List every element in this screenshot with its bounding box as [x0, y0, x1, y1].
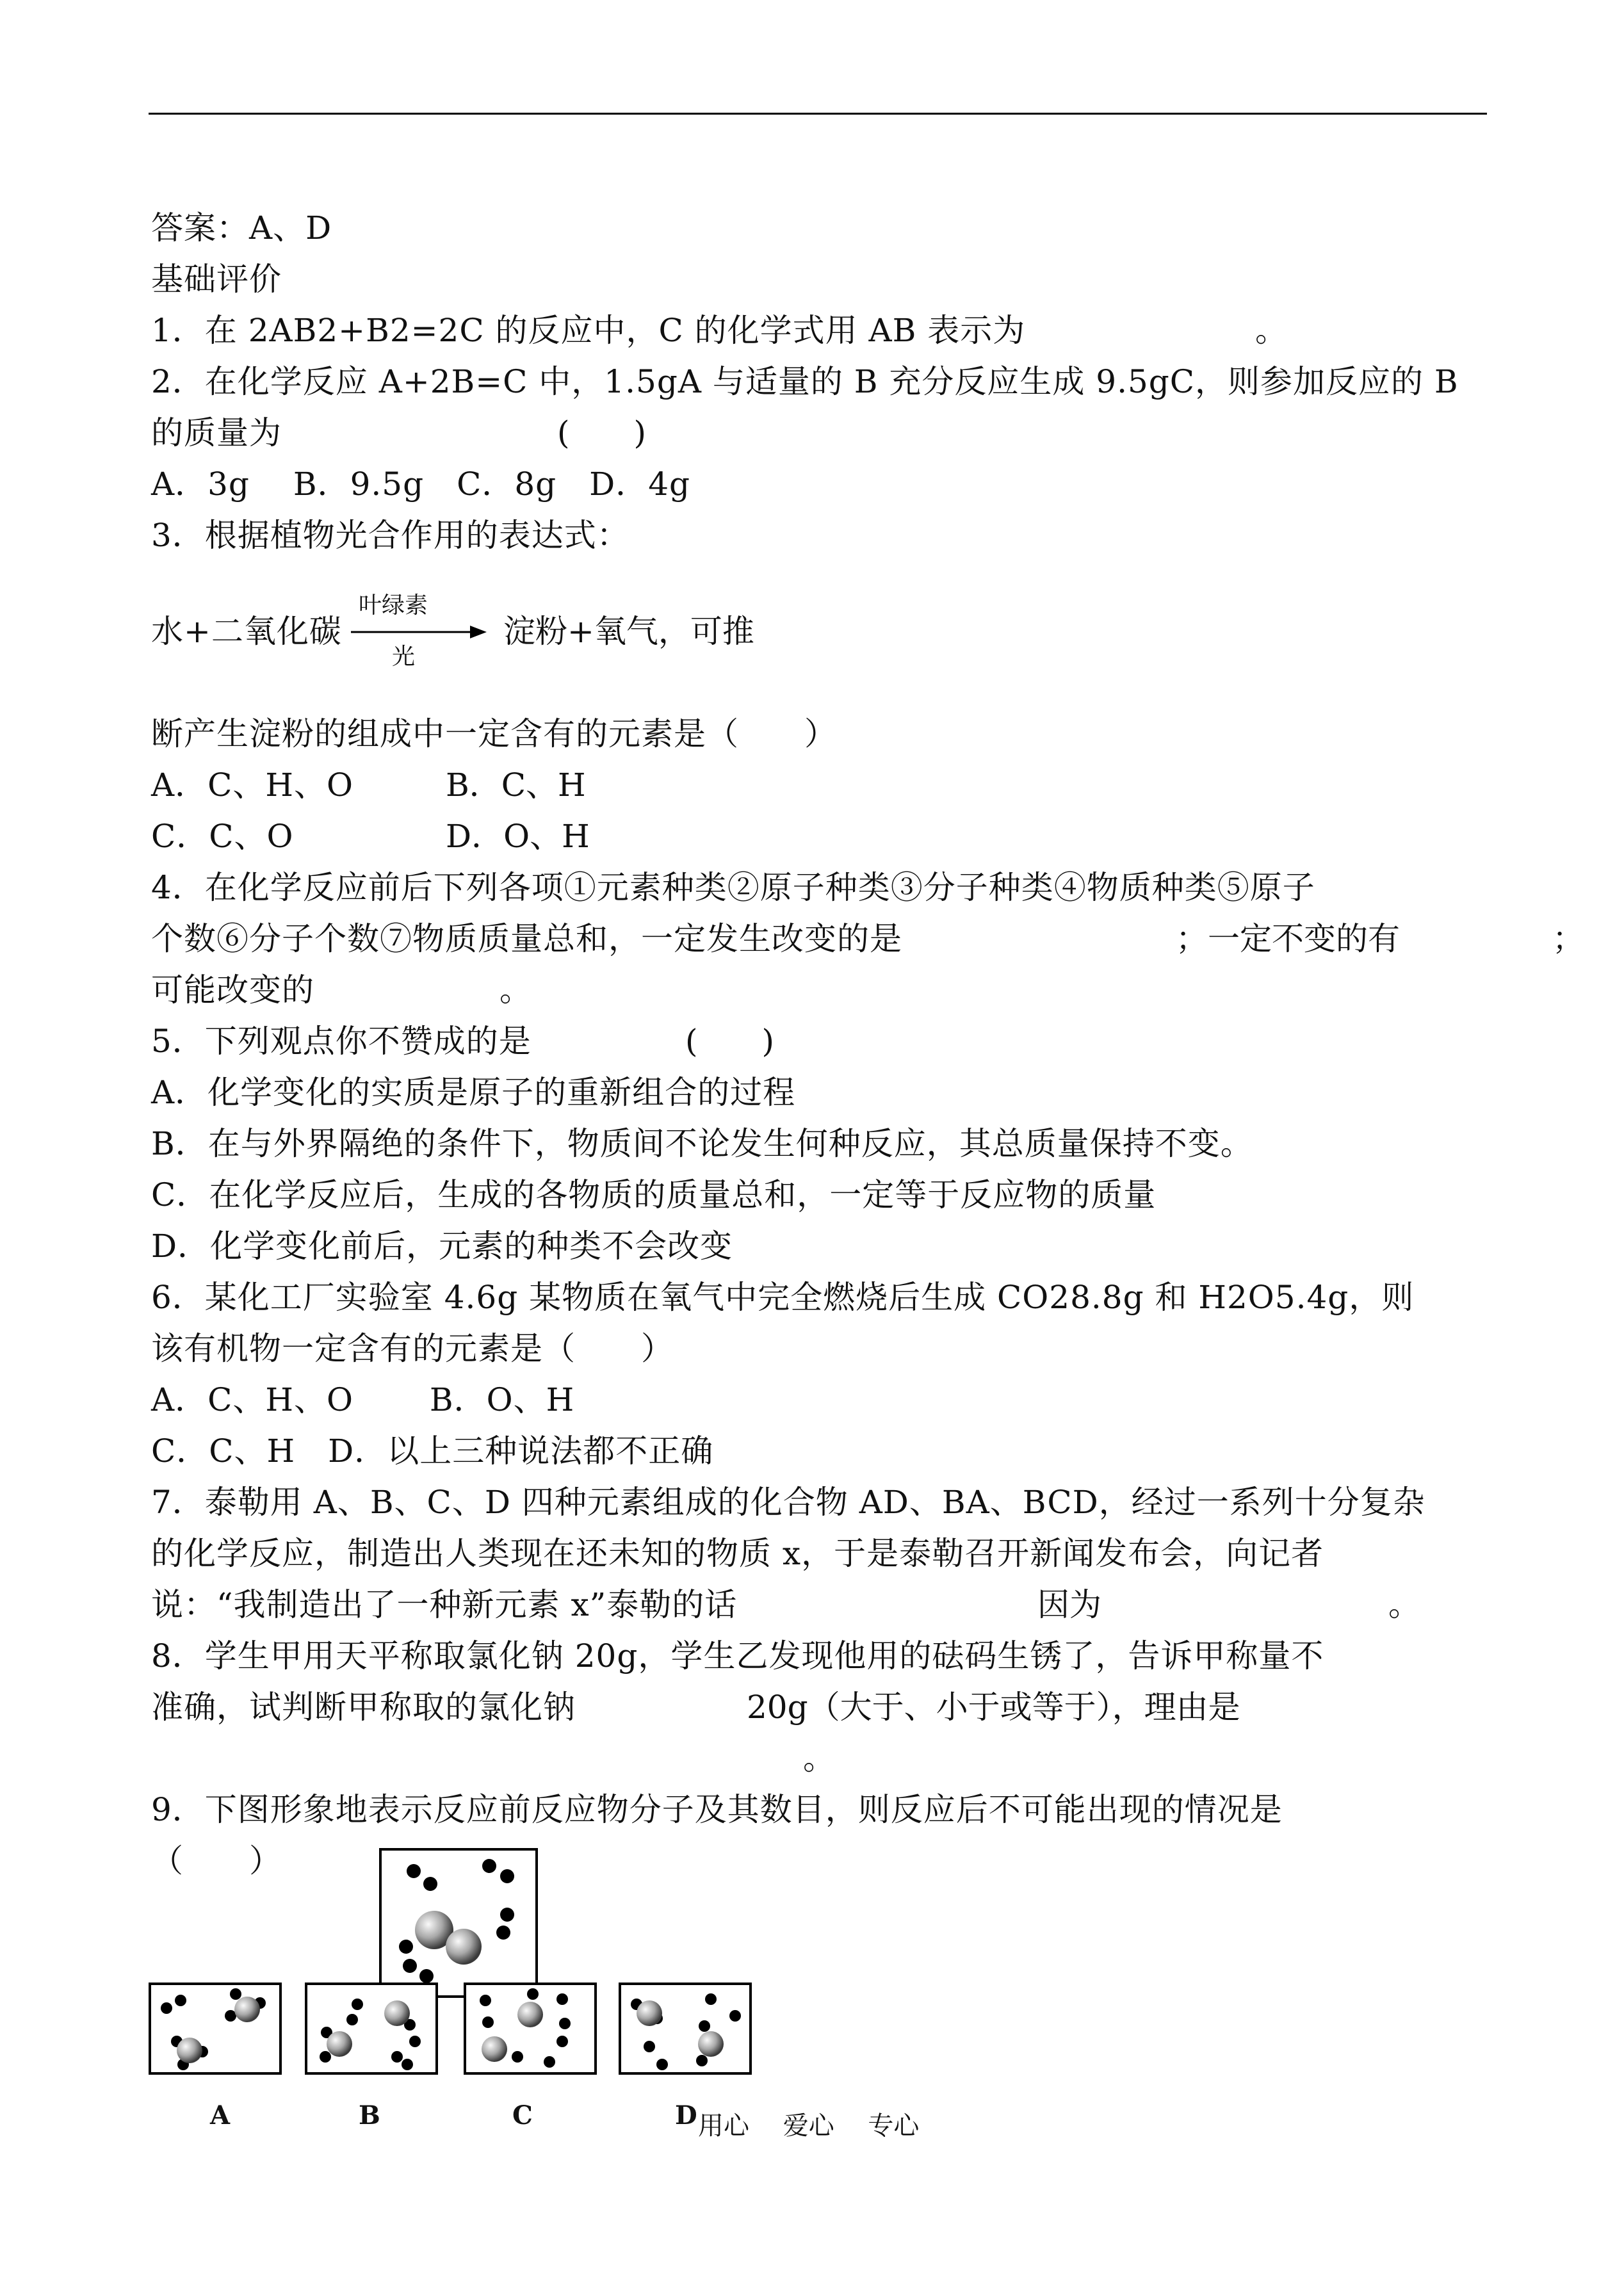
question-2-options: A．3g B．9.5g C．8g D．4g: [151, 466, 691, 503]
answer-line: 答案：A、D: [151, 209, 332, 247]
option-b-diagram: [305, 1983, 438, 2075]
question-8-line-2: 准确，试判断甲称取的氯化钠: [151, 1689, 576, 1726]
question-8-line-2-end: 20g（大于、小于或等于），理由是: [747, 1689, 1240, 1726]
section-title: 基础评价: [151, 261, 282, 298]
question-9-line-1: 9．下图形象地表示反应前反应物分子及其数目，则反应后不可能出现的情况是: [151, 1791, 1283, 1828]
question-4-line-3: 可能改变的: [151, 971, 314, 1009]
question-3-option-b: B．C、H: [446, 766, 586, 804]
question-7-line-2: 的化学反应，制造出人类现在还未知的物质 x，于是泰勒召开新闻发布会，向记者: [151, 1535, 1324, 1572]
option-b-label: B: [359, 2100, 380, 2130]
question-5-answer-paren: ( ): [685, 1023, 775, 1060]
question-3-line-1: 3．根据植物光合作用的表达式：: [151, 517, 629, 554]
question-3-line-3: 断产生淀粉的组成中一定含有的元素是（ ）: [151, 715, 837, 752]
question-6-line-2: 该有机物一定含有的元素是（ ）: [151, 1330, 674, 1367]
option-c-diagram: [464, 1983, 597, 2075]
equation-condition-top: 叶绿素: [359, 592, 428, 619]
question-1: 1．在 2AB2+B2=2C 的反应中，C 的化学式用 AB 表示为: [151, 312, 1026, 349]
question-5-option-d: D．化学变化前后，元素的种类不会改变: [151, 1228, 733, 1265]
question-3-option-d: D．O、H: [446, 818, 590, 855]
question-3-equation-left: 水+二氧化碳: [151, 613, 342, 650]
question-5-line-1: 5．下列观点你不赞成的是: [151, 1023, 532, 1060]
question-3-option-c: C．C、O: [151, 818, 294, 855]
question-4-line-2-mid: ；一定不变的有: [1176, 920, 1400, 957]
question-5-option-b: B．在与外界隔绝的条件下，物质间不论发生何种反应，其总质量保持不变。: [151, 1125, 1253, 1162]
question-3-equation-right: 淀粉+氧气，可推: [503, 613, 754, 650]
question-5-option-c: C．在化学反应后，生成的各物质的质量总和，一定等于反应物的质量: [151, 1176, 1157, 1213]
option-a-diagram: [149, 1983, 282, 2075]
question-7-line-3-mid: 因为: [1037, 1586, 1101, 1623]
question-9-answer-paren: （ ）: [151, 1842, 282, 1879]
question-6-options-cd: C．C、H D．以上三种说法都不正确: [151, 1432, 714, 1470]
question-5-option-a: A．化学变化的实质是原子的重新组合的过程: [151, 1074, 796, 1111]
option-d-label: D: [675, 2100, 697, 2130]
reactant-molecules-box: [379, 1848, 538, 1998]
question-6-options-ab: A．C、H、O B．O、H: [151, 1381, 575, 1418]
question-7-line-3-end: 。: [1388, 1586, 1420, 1623]
question-2-line-2: 的质量为: [151, 414, 282, 451]
question-4-line-3-end: 。: [499, 971, 532, 1009]
question-8-line-3: 。: [803, 1740, 835, 1777]
option-c-label: C: [512, 2100, 533, 2130]
question-7-line-1: 7．泰勒用 A、B、C、D 四种元素组成的化合物 AD、BA、BCD，经过一系列十分复杂: [151, 1484, 1425, 1521]
question-4-line-2-end: ；: [1552, 920, 1584, 957]
question-1-end: 。: [1255, 312, 1287, 349]
question-2-line-1: 2．在化学反应 A+2B=C 中，1.5gA 与适量的 B 充分反应生成 9.5gC，则参加反应的 B: [151, 363, 1459, 400]
footer-slogan: 用心 爱心 专心: [698, 2111, 920, 2141]
option-d-diagram: [619, 1983, 752, 2075]
question-2-answer-paren: ( ): [557, 414, 647, 451]
option-a-label: A: [210, 2100, 231, 2130]
question-3-option-a: A．C、H、O: [151, 766, 353, 804]
question-4-line-1: 4．在化学反应前后下列各项①元素种类②原子种类③分子种类④物质种类⑤原子: [151, 869, 1315, 906]
equation-condition-bottom: 光: [392, 644, 416, 670]
question-6-line-1: 6．某化工厂实验室 4.6g 某物质在氧气中完全燃烧后生成 CO28.8g 和 H2O5.4g，则: [151, 1279, 1415, 1316]
header-rule: [149, 113, 1487, 115]
question-7-line-3: 说：“我制造出了一种新元素 x”泰勒的话: [151, 1586, 738, 1623]
question-4-line-2: 个数⑥分子个数⑦物质质量总和，一定发生改变的是: [151, 920, 902, 957]
question-8-line-1: 8．学生甲用天平称取氯化钠 20g，学生乙发现他用的砝码生锈了，告诉甲称量不: [151, 1637, 1324, 1675]
